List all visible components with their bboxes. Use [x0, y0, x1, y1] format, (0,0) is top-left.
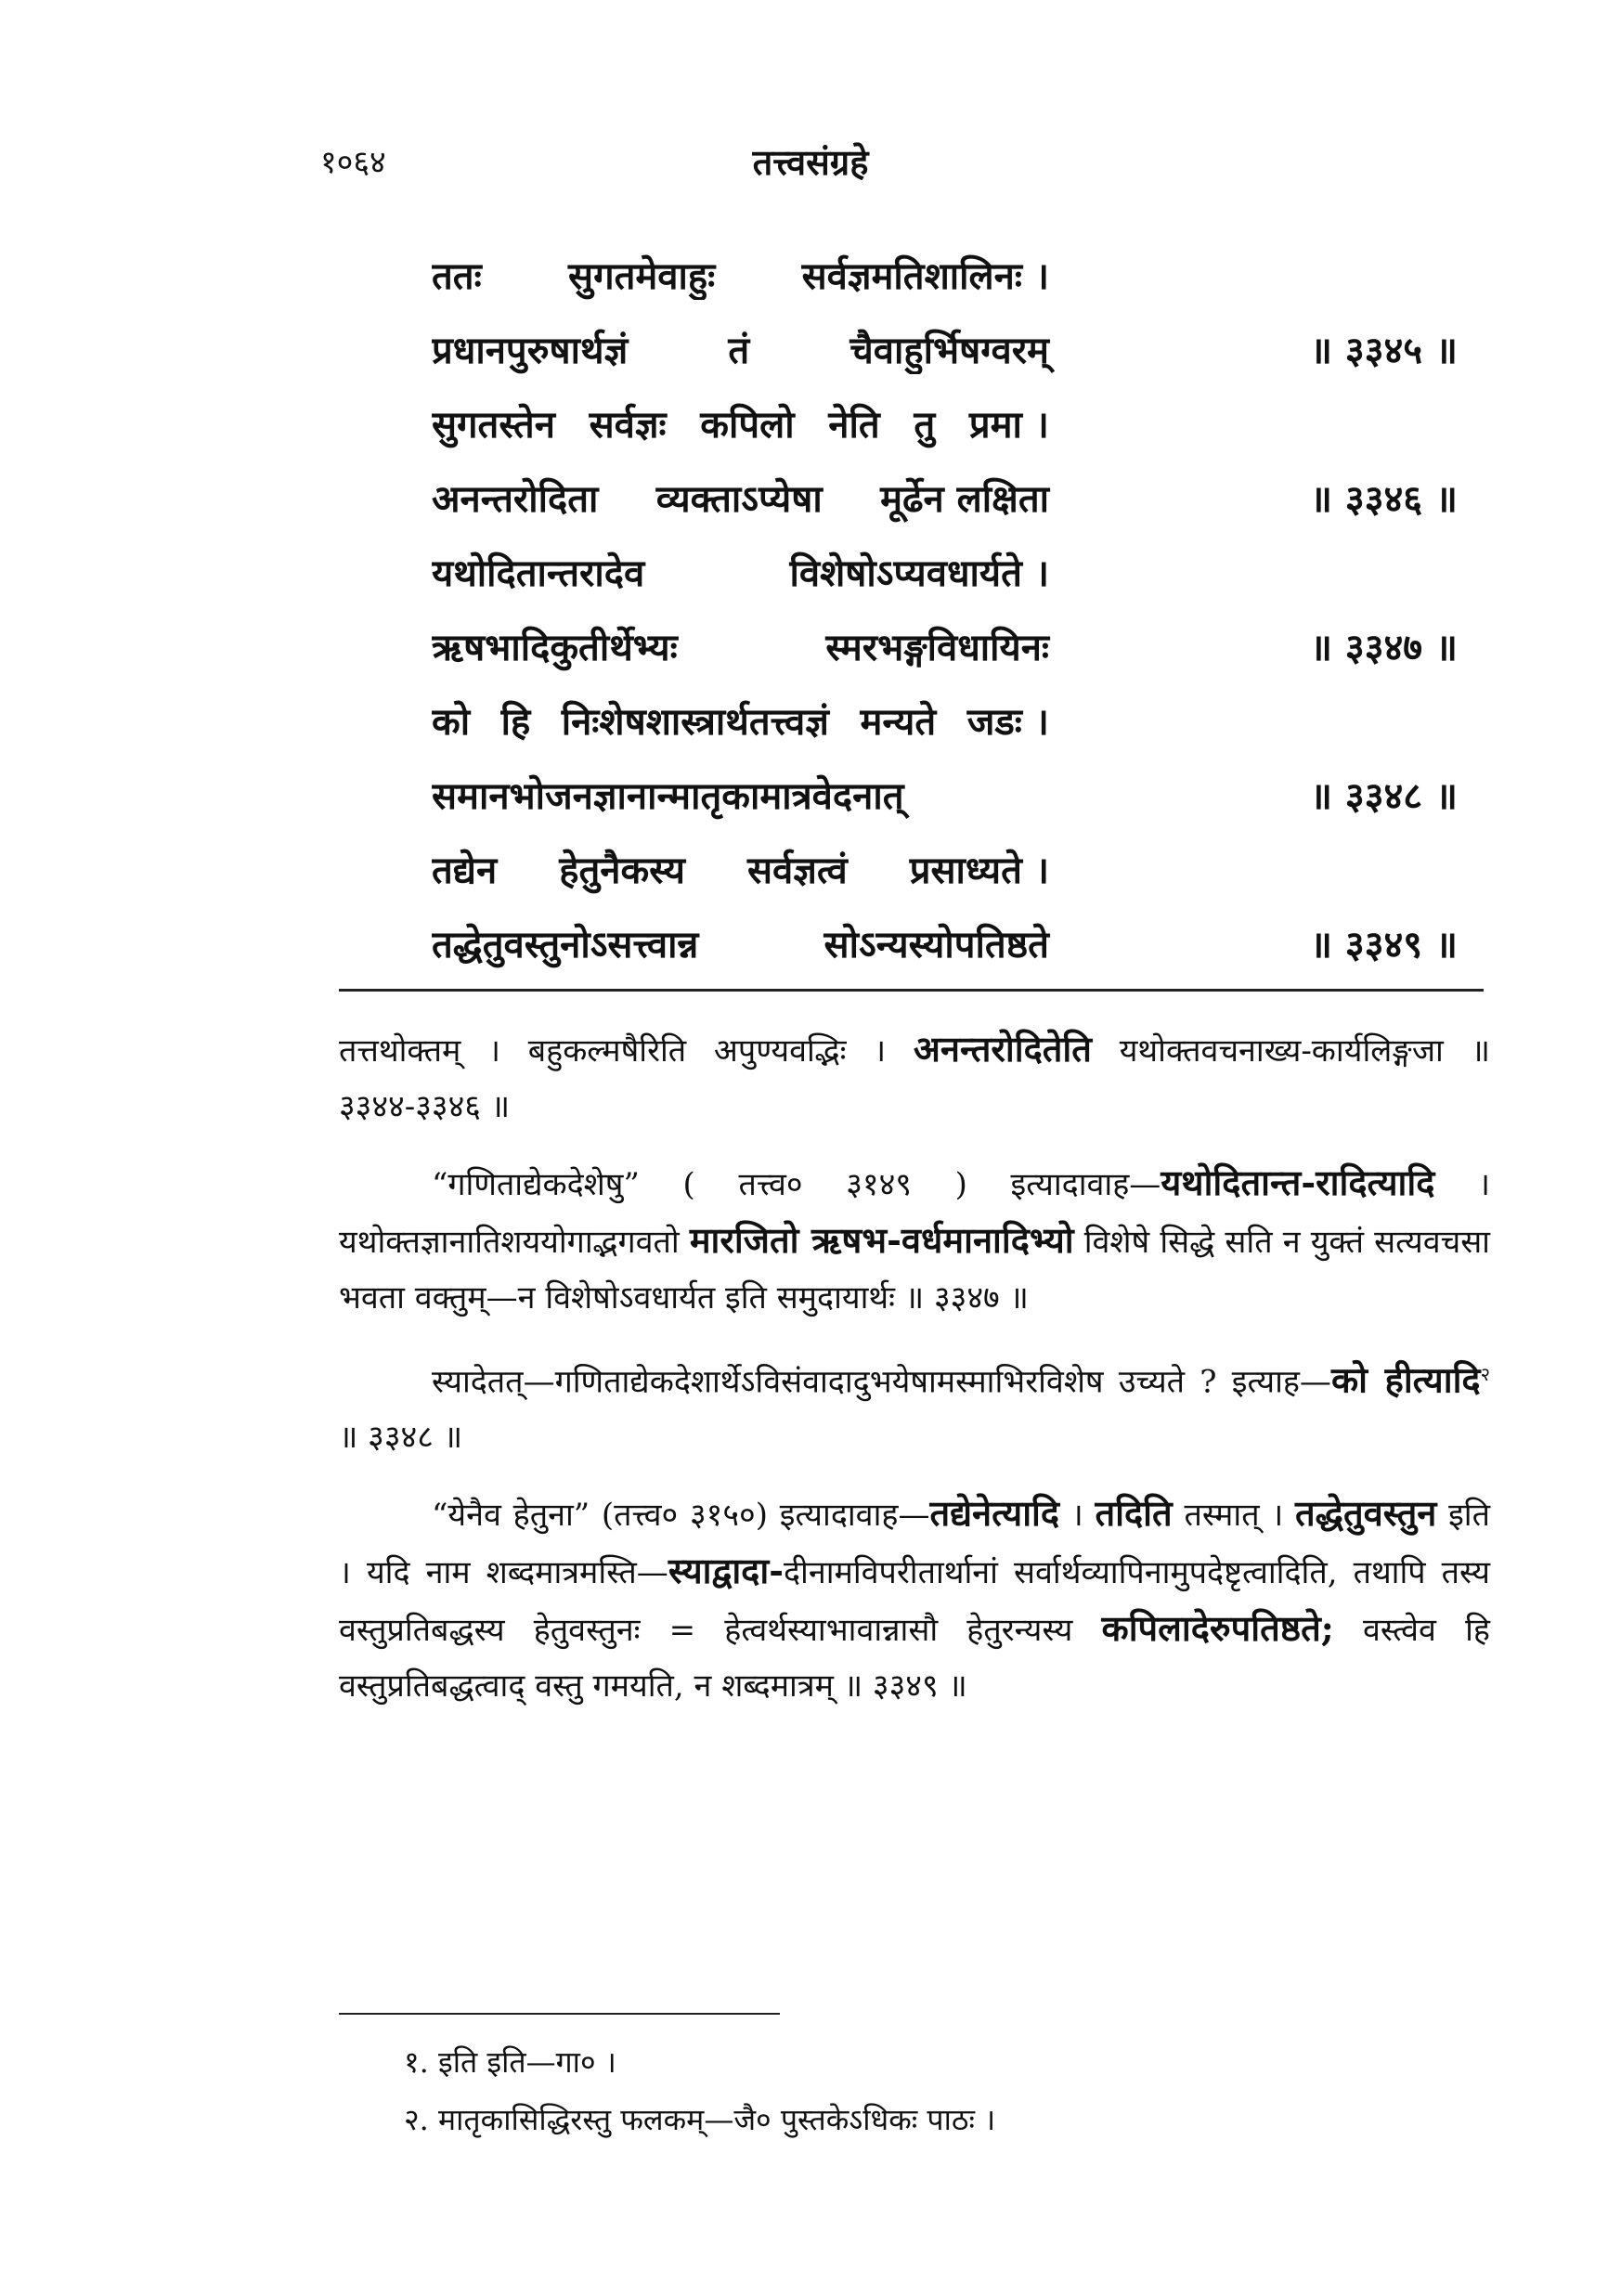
verse-line: [432, 757, 1458, 831]
verse-number: ॥ ३३४६ ॥: [1310, 476, 1458, 521]
verse-word: यथोदितान्तरादेव: [432, 551, 645, 595]
commentary-text: ।: [1070, 1497, 1083, 1535]
verse-word: सर्वज्ञमतिशालिनः ।: [801, 253, 1049, 298]
commentary-text: ॥ ३३४८ ॥: [339, 1419, 463, 1457]
footnote-marker: २: [1480, 1363, 1490, 1385]
page-number: १०६४: [320, 144, 386, 181]
verse-word: तद्धेतुवस्तुनोऽसत्त्वान्न: [432, 922, 699, 966]
verse-line: [432, 608, 1458, 682]
verse-number: ॥ ३३४८ ॥: [1310, 773, 1458, 818]
verse-block: [432, 237, 1458, 979]
verse-word: तं: [728, 328, 750, 372]
verse-text: [432, 843, 1086, 894]
verse-word: ततः: [432, 253, 482, 298]
commentary-paragraph: [339, 1021, 1490, 1135]
running-title: तत्त्वसंग्रहे: [752, 141, 869, 183]
verse-text: [432, 694, 1086, 746]
verse-text: [432, 620, 1086, 671]
verse-word: स्मरभङ्गविधायिनः: [825, 625, 1049, 669]
verse-word: प्रधानपुरुषार्थज्ञं: [432, 328, 629, 372]
commentary-text: दीनामविपरीतार्थानां सर्वार्थव्यापिनामुपदेष्टृत्वादिति, तथापि तस्य वस्तुप्रतिबद्धस्य हेतुवस्तुनः = हेत्वर्थस्याभावान्नासौ हेतुरन्यस्य: [339, 1554, 1490, 1650]
verse-word: हेतुनैकस्य: [559, 848, 685, 892]
verse-word: सोऽन्यस्योपतिष्ठते: [823, 922, 1049, 966]
commentary-text: तत्तथोक्तम् । बहुकल्मषैरिति अपुण्यवद्भिः ।: [339, 1032, 887, 1070]
footnote: १. इति इति—गा० ।: [404, 2044, 616, 2080]
verse-word: निःशेषशास्त्रार्थतत्त्वज्ञं: [561, 699, 829, 744]
verse-word: मन्यते: [860, 699, 937, 744]
verse-text: [432, 323, 1086, 374]
verse-word: मूर्ढेन लक्षिता: [880, 476, 1049, 521]
verse-line: [432, 905, 1458, 979]
verse-word: को: [432, 699, 471, 744]
verse-line: [432, 385, 1458, 460]
commentary-text: तस्मात् ।: [1184, 1497, 1284, 1535]
commentary-text: इति । यदि नाम शब्दमात्रमस्ति—: [339, 1497, 1490, 1592]
commentary-paragraph: [339, 1346, 1490, 1465]
commentary-keyword: तद्येनेत्यादि: [929, 1492, 1060, 1535]
verse-line: [432, 237, 1458, 311]
commentary-text: विशेषे सिद्धे सति न युक्तं सत्यवचसा भवता वक्तुम्—न विशेषोऽवधार्यत इति समुदायार्थः ॥ ३३४७ ॥: [339, 1224, 1490, 1317]
verse-line: [432, 460, 1458, 534]
verse-word: तद्येन: [432, 848, 498, 892]
verse-number: ॥ ३३४९ ॥: [1310, 922, 1458, 966]
verse-word: तु: [914, 402, 936, 447]
verse-number: ॥ ३३४५ ॥: [1310, 328, 1458, 372]
commentary-block: [339, 1021, 1490, 1734]
commentary-keyword: अनन्तरोदितेति: [913, 1028, 1092, 1070]
commentary-keyword: यथोदितान्त-रादित्यादि: [1161, 1161, 1435, 1203]
verse-word: समानभोजनज्ञानान्मातृकामात्रवेदनात्: [432, 773, 904, 818]
verse-word: जडः ।: [966, 699, 1049, 744]
verse-word: चैवाहुर्भिषग्वरम्: [849, 328, 1049, 372]
commentary-text: वस्त्वेव हि वस्तुप्रतिबद्धत्वाद् वस्तु गमयति, न शब्दमात्रम् ॥ ३३४९ ॥: [339, 1612, 1490, 1706]
verse-text: [432, 472, 1086, 523]
commentary-text: “गणिताद्येकदेशेषु” ( तत्त्व० ३१४९ ) इत्यादावाह—: [432, 1166, 1161, 1203]
verse-word: सुगतस्तेन: [432, 402, 555, 447]
section-divider: [339, 989, 1484, 992]
footnotes: [339, 2033, 1490, 2148]
verse-word: विशेषोऽप्यवधार्यते ।: [789, 551, 1049, 595]
verse-text: [432, 546, 1086, 597]
commentary-keyword: स्याद्वादा-: [668, 1550, 784, 1592]
commentary-keyword: को हीत्यादि: [1330, 1358, 1481, 1401]
verse-line: [432, 311, 1458, 385]
commentary-keyword: तदिति: [1095, 1492, 1173, 1535]
verse-word: ऋषभादिकुतीर्थेभ्यः: [432, 625, 678, 669]
verse-word: हि: [500, 699, 531, 744]
commentary-text: “येनैव हेतुना” (तत्त्व० ३१५०) इत्यादावाह—: [432, 1497, 930, 1535]
verse-line: [432, 534, 1458, 608]
verse-word: सुगतमेवाहुः: [568, 253, 716, 298]
commentary-text: । यथोक्तज्ञानातिशययोगाद्भगवतो: [339, 1166, 1490, 1261]
commentary-keyword: मारजितो ऋषभ-वर्धमानादिभ्यो: [689, 1219, 1074, 1261]
verse-word: सर्वज्ञः: [589, 402, 667, 447]
commentary-keyword: तद्धेतुवस्तुन: [1295, 1492, 1437, 1535]
verse-number: ॥ ३३४७ ॥: [1310, 625, 1458, 669]
verse-text: [432, 249, 1086, 300]
commentary-paragraph: [339, 1155, 1490, 1326]
verse-word: सर्वज्ञत्वं: [746, 848, 848, 892]
commentary-text: यथोक्तवचनाख्य-कार्यलिङ्गजा ॥ ३३४४-३३४६ ॥: [339, 1032, 1490, 1125]
verse-text: [432, 769, 1086, 820]
verse-text: [432, 917, 1086, 968]
verse-line: [432, 682, 1458, 757]
verse-word: अनन्तरोदिता: [432, 476, 599, 521]
footnote: २. मातृकासिद्धिरस्तु फलकम्—जै० पुस्तकेऽधिकः पाठः ।: [404, 2102, 996, 2137]
verse-word: नेति: [828, 402, 880, 447]
verse-word: व्यक्ताऽप्येषा: [655, 476, 823, 521]
commentary-text: स्यादेतत्—गणिताद्येकदेशार्थेऽविसंवादादुभयेषामस्माभिरविशेष उच्यते ? इत्याह—: [432, 1363, 1331, 1401]
verse-text: [432, 397, 1086, 448]
commentary-paragraph: [339, 1485, 1490, 1714]
commentary-keyword: कपिलादेरुपतिष्ठते;: [1101, 1607, 1334, 1650]
verse-word: प्रमा ।: [968, 402, 1049, 447]
verse-line: [432, 831, 1458, 905]
footnote-divider: [339, 2013, 780, 2015]
verse-word: कपिलो: [700, 402, 795, 447]
verse-word: प्रसाध्यते ।: [909, 848, 1049, 892]
